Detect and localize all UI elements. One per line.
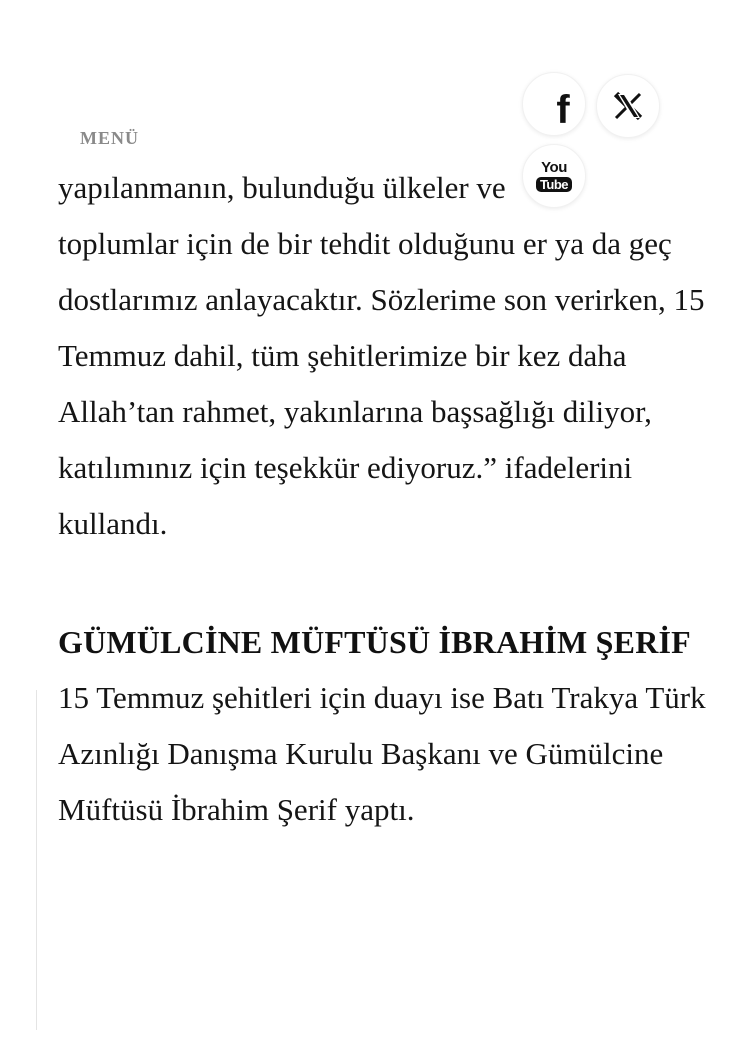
youtube-icon	[536, 160, 572, 192]
x-button[interactable]	[596, 74, 660, 138]
paragraph-partial-line: yapılanmanın, bulunduğu ülkeler ve	[58, 170, 506, 205]
divider	[36, 690, 37, 1030]
youtube-logo-tube: Tube	[536, 177, 572, 192]
x-icon	[608, 86, 648, 126]
youtube-button[interactable]	[522, 144, 586, 208]
section-heading: GÜMÜLCİNE MÜFTÜSÜ İBRAHİM ŞERİF	[58, 624, 691, 660]
facebook-button[interactable]	[522, 72, 586, 136]
article-body	[58, 164, 718, 838]
menu-button[interactable]: MENÜ	[80, 128, 139, 148]
paragraph: 15 Temmuz şehitleri için duayı ise Batı Trakya Türk Azınlığı Danışma Kurulu Başkanı ve Gümülcine Müftüsü İbrahim Şerif yaptı.	[58, 680, 706, 827]
youtube-logo-you: You	[541, 159, 567, 176]
facebook-icon: f	[556, 88, 570, 132]
paragraph: toplumlar için de bir tehdit olduğunu er ya da geç dostlarımız anlayacaktır. Sözlerime son verirken, 15 Temmuz dahil, tüm şehitlerimize bir kez daha Allah’tan rahmet, yakınlarına başsağlığı diliyor, katılımınız için teşekkür ediyoruz.” ifadelerini kullandı.	[58, 226, 705, 541]
